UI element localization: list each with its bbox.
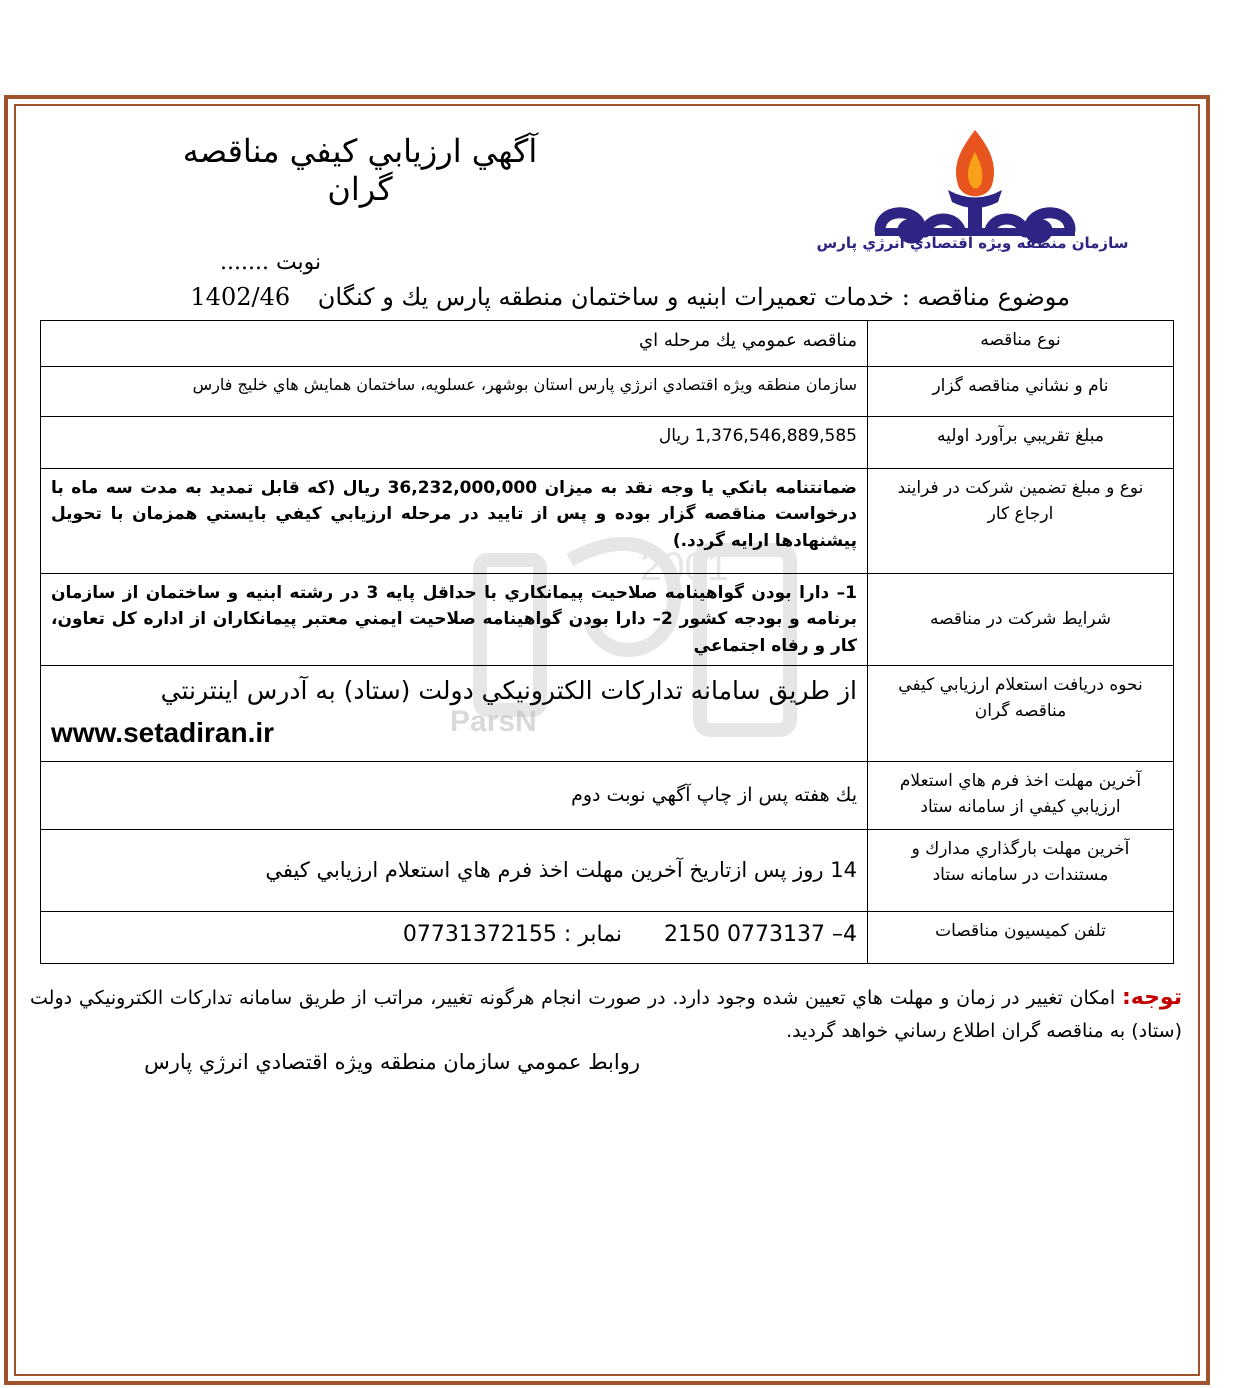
notice-label: توجه: [1121, 985, 1182, 1010]
row-label: تلفن كميسيون مناقصات [868, 912, 1174, 964]
signature-line: روابط عمومي سازمان منطقه ويژه اقتصادي انرژي پارس [144, 1050, 640, 1074]
row-value: 1,376,546,889,585 ريال [41, 417, 868, 469]
tender-number: 1402/46 [190, 283, 291, 311]
row-label: مبلغ تقريبي برآورد اوليه [868, 417, 1174, 469]
page-title: آگهي ارزيابي كيفي مناقصه گران [182, 132, 538, 208]
subject-text: موضوع مناقصه : خدمات تعميرات ابنيه و ساختمان منطقه پارس يك و كنگان [317, 283, 1070, 311]
row-label: نوع مناقصه [868, 321, 1174, 367]
table-row [41, 367, 1174, 417]
table-row [41, 321, 1174, 367]
notice-paragraph [30, 980, 1182, 1048]
setad-instructions: از طريق سامانه تداركات الكترونيكي دولت (ستاد) به آدرس اينترنتي [160, 676, 857, 706]
row-value: مناقصه عمومي يك مرحله اي [41, 321, 868, 367]
row-value: ضمانتنامه بانكي يا وجه نقد به ميزان 36,232,000,000 ريال (كه قابل تمديد به مدت سه ماه با درخواست مناقصه گزار بوده و پس از تاييد در مرحله ارزيابي كيفي بايستي همزمان با تحويل پيشنهادها ارايه گردد.) [41, 469, 868, 574]
row-label: نام و نشاني مناقصه گزار [868, 367, 1174, 417]
subject-line [140, 283, 1070, 311]
table-row [41, 417, 1174, 469]
tender-details-table [40, 320, 1174, 964]
row-value: 1– دارا بودن گواهينامه صلاحيت پيمانكاري با حداقل پايه 3 در رشته ابنيه و ساختمان از سازمان برنامه و بودجه كشور 2– دارا بودن گواهينامه صلاحيت ايمني معتبر پيمانكاران از اداره كل تعاون، كار و رفاه اجتماعي [41, 574, 868, 666]
row-label: شرايط شركت در مناقصه [868, 574, 1174, 666]
row-value: 4– 0773137 2150 نمابر : 07731372155 [41, 912, 868, 964]
table-row [41, 762, 1174, 830]
table-row [41, 469, 1174, 574]
svg-text:2001: 2001 [640, 545, 729, 589]
organization-caption: سازمان منطقه ويژه اقتصادي انرژي پارس [816, 234, 1129, 252]
row-value: يك هفته پس از چاپ آگهي نوبت دوم [41, 762, 868, 830]
row-value: سازمان منطقه ويژه اقتصادي انرژي پارس استان بوشهر، عسلويه، ساختمان همايش هاي خليج فارس [41, 367, 868, 417]
notice-text: امكان تغيير در زمان و مهلت هاي تعيين شده وجود دارد. در صورت انجام هرگونه تغيير، مراتب از طريق سامانه تداركات الكترونيكي دولت (ستاد) به مناقصه گران اطلاع رساني خواهد گرديد. [30, 987, 1182, 1043]
setad-url-link[interactable]: www.setadiran.ir [51, 716, 275, 748]
row-label: آخرين مهلت بارگذاري مدارك و مستندات در سامانه ستاد [868, 830, 1174, 912]
table-row [41, 574, 1174, 666]
row-label: نوع و مبلغ تضمين شركت در فرايند ارجاع كار [868, 469, 1174, 574]
table-row [41, 830, 1174, 912]
row-label: نحوه دريافت استعلام ارزيابي كيفي مناقصه گران [868, 666, 1174, 762]
row-value: 14 روز پس ازتاريخ آخرين مهلت اخذ فرم هاي استعلام ارزيابي كيفي [41, 830, 868, 912]
row-label: آخرين مهلت اخذ فرم هاي استعلام ارزيابي كيفي از سامانه ستاد [868, 762, 1174, 830]
watermark-text: ParsN [450, 705, 537, 738]
nobat-label: نوبت ....... [220, 250, 322, 275]
table-row [41, 912, 1174, 964]
table-row [41, 666, 1174, 762]
row-value [41, 666, 868, 762]
